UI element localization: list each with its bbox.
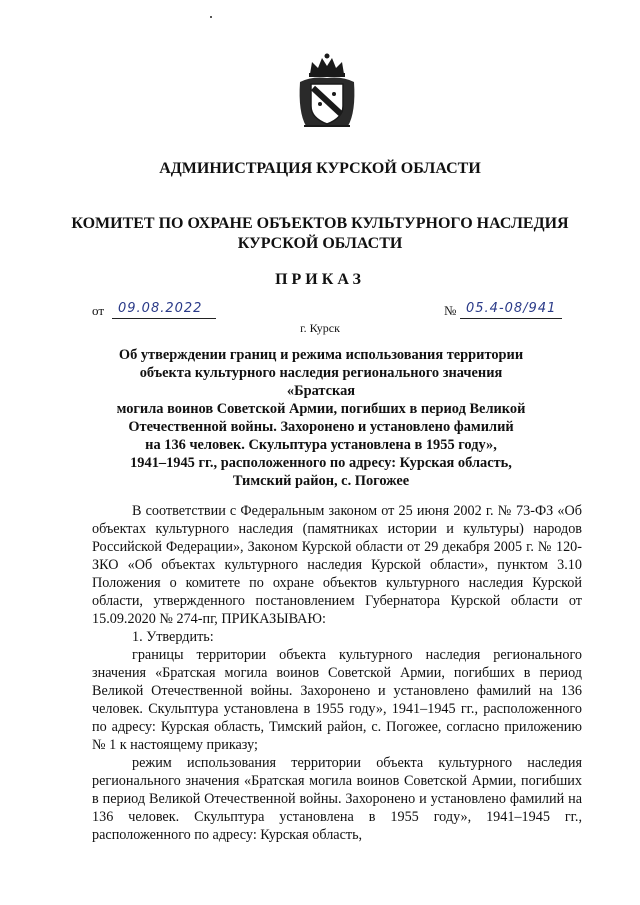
number-prefix: № xyxy=(444,303,457,318)
committee-title xyxy=(0,214,640,254)
date-underline xyxy=(112,318,216,319)
committee-title-line: КОМИТЕТ ПО ОХРАНЕ ОБЪЕКТОВ КУЛЬТУРНОГО НАСЛЕДИЯ xyxy=(71,215,569,232)
order-title-line: на 136 человек. Скульптура установлена в 1955 году», xyxy=(145,437,497,453)
handwritten-number: 05.4-08/941 xyxy=(466,301,557,316)
body-paragraph: В соответствии с Федеральным законом от 25 июня 2002 г. № 73-ФЗ «Об объектах культурного наследия (памятниках истории и культуры) народов Российской Федерации», Законом Курской области от 29 декабря 2005 г. № 120-ЗКО «Об объектах культурного наследия Курской области», пунктом 3.10 Положения о комитете по охране объектов культурного наследия Курской области, утвержденного постановлением Губернатора Курской области от 15.09.2020 № 274-пг, ПРИКАЗЫВАЮ: xyxy=(92,503,582,627)
number-underline xyxy=(460,318,562,319)
body-paragraph: границы территории объекта культурного наследия регионального значения «Братская могила воинов Советской Армии, погибших в период Великой Отечественной войны. Захоронено и установлено фамилий на 136 человек. Скульптура установлена в 1955 году», 1941–1945 гг., расположенного по адресу: Курская область, Тимский район, с. Погожее, согласно приложению № 1 к настоящему приказу; xyxy=(92,647,582,753)
handwritten-date: 09.08.2022 xyxy=(118,301,203,316)
order-title-line: могила воинов Советской Армии, погибших в период Великой xyxy=(116,401,526,417)
date-prefix: от xyxy=(92,303,105,318)
coat-of-arms-icon xyxy=(296,52,358,130)
order-body xyxy=(92,502,582,844)
committee-title-line: КУРСКОЙ ОБЛАСТИ xyxy=(237,235,403,252)
order-title-line: объекта культурного наследия регионального значения «Братская xyxy=(139,365,503,399)
body-paragraph: 1. Утвердить: xyxy=(132,629,214,645)
date-number-row xyxy=(92,303,562,321)
body-paragraph: режим использования территории объекта культурного наследия регионального значения «Братская могила воинов Советской Армии, погибших в период Великой Отечественной войны. Захоронено и установлено фамилий на 136 человек. Скульптура установлена в 1955 году», 1941–1945 гг., расположенного по адресу: Курская область, xyxy=(92,755,582,843)
city-line: г. Курск xyxy=(300,321,340,335)
document-type: ПРИКАЗ xyxy=(275,271,365,288)
administration-title: АДМИНИСТРАЦИЯ КУРСКОЙ ОБЛАСТИ xyxy=(159,160,481,177)
order-title-line: 1941–1945 гг., расположенного по адресу: Курская область, xyxy=(130,455,512,471)
order-title xyxy=(112,346,530,490)
order-title-line: Тимский район, с. Погожее xyxy=(232,473,410,489)
scan-speck xyxy=(210,16,212,18)
order-title-line: Отечественной войны. Захоронено и установлено фамилий xyxy=(128,419,514,435)
order-title-line: Об утверждении границ и режима использования территории xyxy=(118,347,524,363)
